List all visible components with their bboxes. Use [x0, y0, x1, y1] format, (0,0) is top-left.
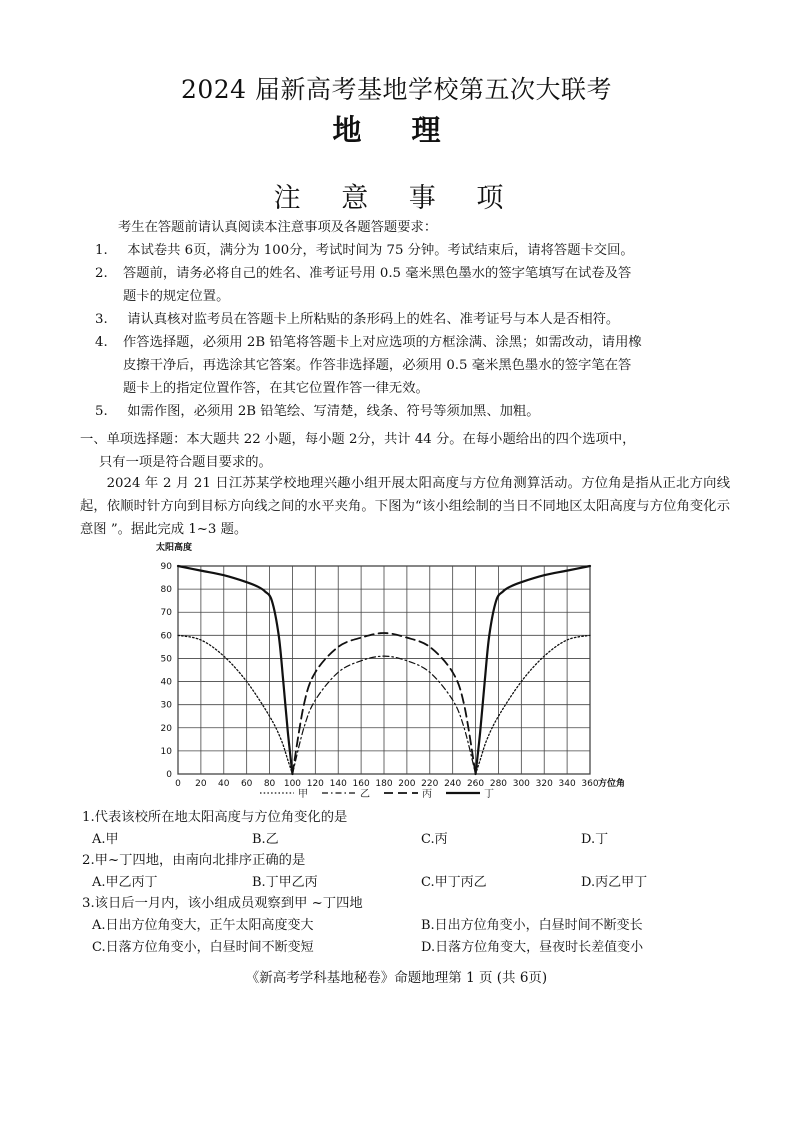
q2-option-d[interactable]: D.丙乙甲丁 — [581, 875, 648, 890]
x-tick-label: 320 — [535, 779, 553, 789]
notice-item-continuation: 皮擦干净后，再选涂其它答案。作答非选择题，必须用 0.5 毫米黑色墨水的签字笔在答 — [123, 358, 632, 373]
notice-item-4 — [95, 331, 725, 400]
q1-option-c[interactable]: C.丙 — [421, 832, 448, 847]
question-3 — [82, 892, 363, 915]
y-axis-title: 太阳高度 — [156, 543, 193, 553]
subject-title: 地 理 — [332, 113, 461, 147]
notice-item-number: 2. — [95, 266, 108, 281]
x-tick-label: 200 — [398, 779, 416, 789]
question-stem-text: 3.该日后一月内，该小组成员观察到甲 ~丁四地 — [82, 896, 363, 911]
notice-item-number: 5. — [95, 404, 108, 419]
question-stem-text: 1.代表该校所在地太阳高度与方位角变化的是 — [82, 810, 348, 825]
y-tick-label: 90 — [160, 562, 172, 572]
q1-option-d[interactable]: D.丁 — [581, 832, 609, 847]
exam-title: 2024 届新高考基地学校第五次大联考 — [180, 75, 613, 104]
chart-axes — [156, 541, 625, 789]
x-tick-label: 140 — [329, 779, 347, 789]
q3-option-c[interactable]: C.日落方位角变小，白昼时间不断变短 — [92, 940, 314, 955]
x-tick-label: 60 — [240, 779, 253, 789]
y-tick-label: 20 — [160, 723, 172, 734]
notice-item-text: 答题前，请务必将自己的姓名、准考证号用 0.5 毫米黑色墨水的签字笔填写在试卷及答 — [123, 266, 632, 281]
x-tick-label: 260 — [466, 779, 485, 789]
notice-item-number: 4. — [95, 335, 108, 350]
notice-item-number: 3. — [95, 312, 108, 327]
question-1 — [82, 806, 347, 829]
q3-option-d[interactable]: D.日落方位角变大，昼夜时长差值变小 — [421, 940, 644, 955]
notice-item-number: 1. — [95, 243, 108, 258]
q2-option-b[interactable]: B.丁甲乙丙 — [252, 875, 318, 890]
x-tick-label: 100 — [283, 779, 302, 789]
legend-label-yi: 乙 — [360, 789, 370, 800]
y-tick-label: 0 — [166, 770, 172, 780]
x-tick-label: 340 — [558, 779, 576, 789]
notice-item-text: 如需作图，必须用 2B 铅笔绘、写清楚，线条、符号等须加黑、加粗。 — [123, 404, 540, 419]
x-tick-label: 40 — [218, 779, 230, 789]
question-stem-text: 2.甲~丁四地，由南向北排序正确的是 — [82, 853, 306, 868]
notice-item-3 — [95, 308, 725, 331]
y-tick-label: 60 — [160, 631, 172, 642]
question-2 — [82, 849, 305, 872]
notice-item-continuation: 题卡的规定位置。 — [123, 289, 230, 304]
q1-option-a[interactable]: A.甲 — [92, 832, 119, 847]
x-tick-label: 220 — [421, 779, 439, 789]
y-tick-label: 80 — [160, 585, 172, 596]
x-tick-label: 280 — [489, 779, 508, 789]
y-tick-label: 30 — [160, 700, 172, 711]
notice-item-1 — [95, 239, 725, 262]
q3-option-b[interactable]: B.日出方位角变小，白昼时间不断变长 — [421, 918, 643, 933]
notice-intro: 考生在答题前请认真阅读本注意事项及各题答题要求： — [118, 220, 438, 235]
q2-option-c[interactable]: C.甲丁丙乙 — [421, 875, 487, 890]
x-tick-label: 120 — [306, 779, 324, 789]
y-tick-label: 70 — [160, 608, 172, 619]
notice-item-text: 本试卷共 6页，满分为 100分，考试时间为 75 分钟。考试结束后，请将答题卡交回。 — [123, 243, 634, 258]
x-axis-title: 方位角 — [598, 779, 626, 789]
q3-option-a[interactable]: A.日出方位角变大，正午太阳高度变大 — [92, 918, 314, 933]
x-tick-label: 300 — [512, 779, 530, 789]
notice-item-2 — [95, 262, 725, 308]
section-heading — [80, 428, 730, 474]
y-tick-label: 50 — [160, 654, 172, 665]
x-tick-label: 0 — [175, 779, 181, 789]
x-tick-label: 160 — [352, 779, 370, 789]
series-line-ding — [476, 566, 590, 774]
legend-label-bing: 丙 — [422, 789, 432, 800]
x-tick-label: 180 — [375, 779, 393, 789]
x-tick-label: 240 — [444, 779, 462, 789]
notice-heading: 注 意 事 项 — [273, 183, 520, 214]
sun-altitude-chart — [148, 538, 626, 808]
chart-grid — [178, 566, 590, 774]
section-heading-line: 一、单项选择题：本大题共 22 小题，每小题 2分，共计 44 分。在每小题给出的四个选项中， — [80, 432, 636, 447]
chart-legend — [260, 788, 494, 800]
q1-option-b[interactable]: B.乙 — [252, 832, 279, 847]
page-footer: 《新高考学科基地秘卷》命题地理第 1 页 (共 6页) — [245, 970, 548, 986]
x-tick-label: 80 — [263, 779, 276, 789]
notice-item-text: 作答选择题，必须用 2B 铅笔将答题卡上对应选项的方框涂满、涂黑；如需改动，请用橡 — [123, 335, 642, 350]
legend-label-jia: 甲 — [298, 789, 308, 800]
y-tick-label: 40 — [160, 677, 172, 688]
series-line-ding — [178, 566, 292, 774]
notice-item-text: 请认真核对监考员在答题卡上所粘贴的条形码上的姓名、准考证号与本人是否相符。 — [123, 312, 620, 327]
x-tick-label: 360 — [581, 779, 599, 789]
question-stem: 2024 年 2 月 21 日江苏某学校地理兴趣小组开展太阳高度与方位角测算活动。方位角是指从正北方向线起，依顺时针方向到目标方向线之间的水平夹角。下图为“该小组绘制的当日不同地区太阳高度与方位角变化示意图 ”。据此完成 1~3 题。 — [80, 476, 730, 537]
legend-label-ding: 丁 — [484, 789, 494, 800]
x-tick-label: 20 — [195, 779, 207, 789]
notice-item-continuation: 题卡上的指定位置作答，在其它位置作答一律无效。 — [123, 381, 429, 396]
section-heading-line: 只有一项是符合题目要求的。 — [99, 455, 272, 470]
q2-option-a[interactable]: A.甲乙丙丁 — [92, 875, 158, 890]
y-tick-label: 10 — [160, 746, 172, 757]
notice-item-5 — [95, 400, 725, 423]
